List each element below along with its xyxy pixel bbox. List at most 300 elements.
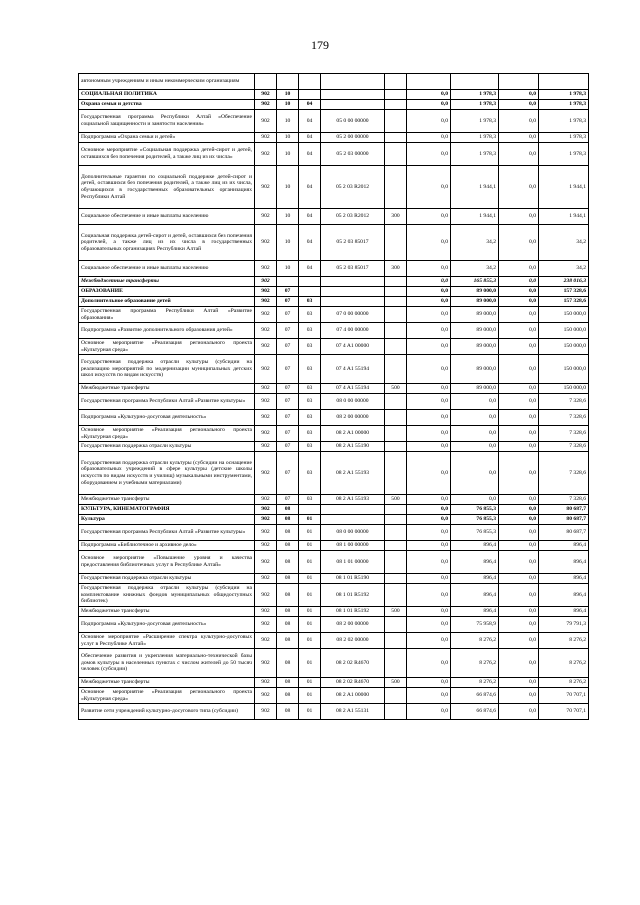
row-value-4: 896,4 xyxy=(539,551,589,574)
table-row xyxy=(79,261,589,277)
row-admin-code: 902 xyxy=(255,617,277,633)
row-target-article: 07 4 A1 00000 xyxy=(321,339,385,355)
row-admin-code: 902 xyxy=(255,551,277,574)
row-value-2: 89 000,0 xyxy=(451,355,499,384)
row-subsection-code: 01 xyxy=(299,633,321,649)
row-admin-code: 902 xyxy=(255,166,277,209)
row-section-code xyxy=(277,277,299,287)
row-value-4: 896,4 xyxy=(539,574,589,584)
row-value-4: 8 276,2 xyxy=(539,633,589,649)
row-name: Подпрограмма «Охрана семьи и детей» xyxy=(79,133,255,143)
row-value-1: 0,0 xyxy=(407,394,451,410)
row-value-2: 76 855,3 xyxy=(451,525,499,541)
table-row xyxy=(79,452,589,495)
row-target-article: 08 2 00 00000 xyxy=(321,410,385,426)
row-subsection-code: 01 xyxy=(299,574,321,584)
row-value-2: 1 978,3 xyxy=(451,143,499,166)
row-value-1: 0,0 xyxy=(407,297,451,307)
row-value-2: 89 000,0 xyxy=(451,287,499,297)
row-value-1: 0,0 xyxy=(407,541,451,551)
row-target-article: 08 0 00 00000 xyxy=(321,525,385,541)
row-section-code: 10 xyxy=(277,133,299,143)
row-value-2: 34,2 xyxy=(451,261,499,277)
row-subsection-code: 01 xyxy=(299,515,321,525)
row-section-code: 08 xyxy=(277,584,299,607)
row-admin-code: 902 xyxy=(255,307,277,323)
row-admin-code: 902 xyxy=(255,323,277,339)
row-value-3: 0,0 xyxy=(499,678,539,688)
row-admin-code: 902 xyxy=(255,384,277,394)
row-subsection-code: 04 xyxy=(299,166,321,209)
row-name: ОБРАЗОВАНИЕ xyxy=(79,287,255,297)
row-admin-code: 902 xyxy=(255,452,277,495)
row-value-1: 0,0 xyxy=(407,495,451,505)
row-name: Подпрограмма «Культурно-досуговая деятельность» xyxy=(79,617,255,633)
row-value-4: 1 978,3 xyxy=(539,143,589,166)
row-value-1: 0,0 xyxy=(407,355,451,384)
row-value-4: 7 328,6 xyxy=(539,394,589,410)
row-name: Дополнительные гарантии по социальной поддержке детей-сирот и детей, оставшихся без попечения родителей, а также лиц из их числа, обучающихся в государственных образовательных организациях Республики Алтай xyxy=(79,166,255,209)
row-value-3: 0,0 xyxy=(499,307,539,323)
row-subsection-code: 03 xyxy=(299,339,321,355)
table-row xyxy=(79,74,589,90)
row-value-2: 76 855,3 xyxy=(451,515,499,525)
row-target-article xyxy=(321,90,385,100)
row-admin-code: 902 xyxy=(255,495,277,505)
row-value-3: 0,0 xyxy=(499,607,539,617)
row-name: Межбюджетные трансферты xyxy=(79,678,255,688)
row-admin-code: 902 xyxy=(255,100,277,110)
row-section-code: 07 xyxy=(277,323,299,339)
row-value-3: 0,0 xyxy=(499,505,539,515)
row-expense-type xyxy=(385,225,407,261)
row-target-article xyxy=(321,277,385,287)
row-value-2: 0,0 xyxy=(451,452,499,495)
row-value-3: 0,0 xyxy=(499,633,539,649)
row-value-4: 238 016,3 xyxy=(539,277,589,287)
row-value-4: 896,4 xyxy=(539,584,589,607)
row-value-4: 1 978,3 xyxy=(539,90,589,100)
row-subsection-code: 03 xyxy=(299,442,321,452)
row-target-article xyxy=(321,515,385,525)
row-value-1: 0,0 xyxy=(407,678,451,688)
row-expense-type: 300 xyxy=(385,261,407,277)
row-section-code: 08 xyxy=(277,704,299,720)
table-row xyxy=(79,688,589,704)
row-section-code: 07 xyxy=(277,287,299,297)
row-value-4: 150 000,0 xyxy=(539,323,589,339)
row-name: Государственная программа Республики Алтай «Развитие образования» xyxy=(79,307,255,323)
table-row xyxy=(79,339,589,355)
row-section-code: 08 xyxy=(277,505,299,515)
table-row xyxy=(79,704,589,720)
row-section-code: 10 xyxy=(277,143,299,166)
row-expense-type xyxy=(385,110,407,133)
row-name: Основное мероприятие «Реализация регионального проекта «Культурная среда» xyxy=(79,426,255,442)
row-value-4: 7 328,6 xyxy=(539,495,589,505)
row-value-2: 1 978,3 xyxy=(451,100,499,110)
row-expense-type xyxy=(385,633,407,649)
row-expense-type xyxy=(385,704,407,720)
table-row xyxy=(79,110,589,133)
row-value-1 xyxy=(407,74,451,90)
table-row xyxy=(79,633,589,649)
table-row xyxy=(79,649,589,678)
table-row xyxy=(79,574,589,584)
row-name: Дополнительное образование детей xyxy=(79,297,255,307)
row-expense-type xyxy=(385,649,407,678)
row-value-1: 0,0 xyxy=(407,100,451,110)
row-section-code: 08 xyxy=(277,678,299,688)
row-value-2: 896,4 xyxy=(451,541,499,551)
table-row xyxy=(79,584,589,607)
row-value-3: 0,0 xyxy=(499,442,539,452)
row-value-1: 0,0 xyxy=(407,307,451,323)
row-target-article: 05 2 00 00000 xyxy=(321,133,385,143)
row-value-3: 0,0 xyxy=(499,649,539,678)
row-value-4: 80 687,7 xyxy=(539,525,589,541)
row-value-3: 0,0 xyxy=(499,261,539,277)
row-section-code: 08 xyxy=(277,551,299,574)
table-row xyxy=(79,607,589,617)
row-value-2: 76 855,3 xyxy=(451,505,499,515)
row-target-article xyxy=(321,505,385,515)
row-section-code: 08 xyxy=(277,574,299,584)
row-expense-type xyxy=(385,541,407,551)
row-admin-code: 902 xyxy=(255,261,277,277)
row-subsection-code: 03 xyxy=(299,410,321,426)
row-value-3: 0,0 xyxy=(499,525,539,541)
row-value-3: 0,0 xyxy=(499,704,539,720)
row-value-1: 0,0 xyxy=(407,688,451,704)
row-value-2: 0,0 xyxy=(451,410,499,426)
row-expense-type xyxy=(385,515,407,525)
table-row xyxy=(79,541,589,551)
row-expense-type xyxy=(385,297,407,307)
row-section-code: 07 xyxy=(277,355,299,384)
row-target-article: 05 0 00 00000 xyxy=(321,110,385,133)
row-value-3: 0,0 xyxy=(499,495,539,505)
row-target-article: 08 2 02 00000 xyxy=(321,633,385,649)
row-expense-type: 500 xyxy=(385,678,407,688)
row-value-1: 0,0 xyxy=(407,704,451,720)
row-value-4: 80 687,7 xyxy=(539,515,589,525)
row-value-1: 0,0 xyxy=(407,133,451,143)
row-value-1: 0,0 xyxy=(407,525,451,541)
row-section-code: 07 xyxy=(277,452,299,495)
row-value-2: 165 855,3 xyxy=(451,277,499,287)
row-value-1: 0,0 xyxy=(407,225,451,261)
row-value-4: 79 791,3 xyxy=(539,617,589,633)
row-value-1: 0,0 xyxy=(407,287,451,297)
table-row xyxy=(79,323,589,339)
row-value-3: 0,0 xyxy=(499,297,539,307)
row-subsection-code: 03 xyxy=(299,297,321,307)
row-name: СОЦИАЛЬНАЯ ПОЛИТИКА xyxy=(79,90,255,100)
table-row xyxy=(79,384,589,394)
row-name: Межбюджетные трансферты xyxy=(79,607,255,617)
row-expense-type: 500 xyxy=(385,607,407,617)
row-section-code xyxy=(277,74,299,90)
table-row xyxy=(79,505,589,515)
table-row xyxy=(79,143,589,166)
row-value-3: 0,0 xyxy=(499,323,539,339)
table-row xyxy=(79,277,589,287)
row-section-code: 07 xyxy=(277,297,299,307)
row-target-article: 08 1 01 R5190 xyxy=(321,574,385,584)
row-value-1: 0,0 xyxy=(407,384,451,394)
row-target-article: 08 1 00 00000 xyxy=(321,541,385,551)
row-value-2: 1 978,3 xyxy=(451,133,499,143)
row-subsection-code: 01 xyxy=(299,525,321,541)
row-value-4: 7 328,6 xyxy=(539,426,589,442)
row-value-1: 0,0 xyxy=(407,607,451,617)
row-name: Социальное обеспечение и иные выплаты населению xyxy=(79,209,255,225)
row-admin-code: 902 xyxy=(255,704,277,720)
row-value-3: 0,0 xyxy=(499,166,539,209)
row-target-article: 08 1 01 00000 xyxy=(321,551,385,574)
row-value-4: 70 707,1 xyxy=(539,688,589,704)
row-value-3: 0,0 xyxy=(499,617,539,633)
row-value-1: 0,0 xyxy=(407,617,451,633)
row-target-article: 08 2 00 00000 xyxy=(321,617,385,633)
row-value-2: 75 958,9 xyxy=(451,617,499,633)
row-subsection-code: 03 xyxy=(299,323,321,339)
row-value-4: 150 000,0 xyxy=(539,307,589,323)
row-subsection-code: 03 xyxy=(299,307,321,323)
row-value-2: 1 978,3 xyxy=(451,90,499,100)
row-name: Государственная поддержка отрасли культуры xyxy=(79,574,255,584)
row-name: Государственная поддержка отрасли культуры (субсидии на реализацию мероприятий по модернизации муниципальных детских школ искусств по видам искусств) xyxy=(79,355,255,384)
row-subsection-code: 04 xyxy=(299,225,321,261)
row-subsection-code xyxy=(299,287,321,297)
row-section-code: 08 xyxy=(277,607,299,617)
row-value-4: 7 328,6 xyxy=(539,410,589,426)
row-name: Социальное обеспечение и иные выплаты населению xyxy=(79,261,255,277)
row-expense-type xyxy=(385,166,407,209)
table-body xyxy=(79,74,589,720)
row-subsection-code: 04 xyxy=(299,261,321,277)
row-target-article: 08 2 A1 00000 xyxy=(321,426,385,442)
row-target-article xyxy=(321,287,385,297)
row-name: автономным учреждениям и иным некоммерческим организациям xyxy=(79,74,255,90)
row-admin-code: 902 xyxy=(255,649,277,678)
row-subsection-code: 01 xyxy=(299,678,321,688)
table-row xyxy=(79,678,589,688)
row-expense-type: 300 xyxy=(385,209,407,225)
row-value-2: 8 276,2 xyxy=(451,633,499,649)
row-admin-code: 902 xyxy=(255,394,277,410)
row-value-4: 34,2 xyxy=(539,261,589,277)
row-section-code: 08 xyxy=(277,688,299,704)
row-subsection-code: 01 xyxy=(299,649,321,678)
row-value-2: 8 276,2 xyxy=(451,678,499,688)
row-expense-type xyxy=(385,143,407,166)
table-row xyxy=(79,355,589,384)
row-value-3: 0,0 xyxy=(499,209,539,225)
row-name: Развитие сети учреждений культурно-досугового типа (субсидии) xyxy=(79,704,255,720)
row-value-3: 0,0 xyxy=(499,551,539,574)
row-section-code: 08 xyxy=(277,541,299,551)
row-expense-type xyxy=(385,394,407,410)
row-value-3: 0,0 xyxy=(499,339,539,355)
row-target-article: 05 2 03 R2012 xyxy=(321,209,385,225)
row-name: Охрана семьи и детства xyxy=(79,100,255,110)
row-admin-code: 902 xyxy=(255,525,277,541)
row-value-2: 66 874,6 xyxy=(451,704,499,720)
row-name: Основное мероприятие «Повышение уровня и качества предоставления библиотечных услуг в Республике Алтай» xyxy=(79,551,255,574)
row-section-code: 10 xyxy=(277,209,299,225)
table-row xyxy=(79,617,589,633)
row-value-1: 0,0 xyxy=(407,410,451,426)
table-row xyxy=(79,297,589,307)
row-section-code: 10 xyxy=(277,166,299,209)
row-name: Государственная поддержка отрасли культуры (субсидии на оснащение образовательных учреждений в сфере культуры (детские школы искусств по видам искусств и училищ) музыкальными инструментами, оборудованием и учебными материалами) xyxy=(79,452,255,495)
row-section-code: 08 xyxy=(277,649,299,678)
row-subsection-code xyxy=(299,74,321,90)
row-section-code: 10 xyxy=(277,225,299,261)
row-value-4: 896,4 xyxy=(539,607,589,617)
row-subsection-code: 03 xyxy=(299,426,321,442)
row-subsection-code: 04 xyxy=(299,143,321,166)
row-admin-code: 902 xyxy=(255,633,277,649)
row-admin-code: 902 xyxy=(255,678,277,688)
row-subsection-code xyxy=(299,277,321,287)
row-value-1: 0,0 xyxy=(407,90,451,100)
row-admin-code: 902 xyxy=(255,110,277,133)
row-section-code: 08 xyxy=(277,633,299,649)
row-admin-code: 902 xyxy=(255,410,277,426)
row-name: Государственная поддержка отрасли культуры xyxy=(79,442,255,452)
row-section-code: 08 xyxy=(277,525,299,541)
row-value-1: 0,0 xyxy=(407,323,451,339)
row-name: Межбюджетные трансферты xyxy=(79,495,255,505)
table-row xyxy=(79,495,589,505)
table-row xyxy=(79,90,589,100)
row-value-3: 0,0 xyxy=(499,394,539,410)
row-name: Основное мероприятие «Расширение спектра культурно-досуговых услуг в Республике Алтай» xyxy=(79,633,255,649)
row-value-1: 0,0 xyxy=(407,426,451,442)
row-value-4: 150 000,0 xyxy=(539,355,589,384)
row-name: Государственная программа Республики Алтай «Обеспечение социальной защищенности и занятости населения» xyxy=(79,110,255,133)
row-value-2: 34,2 xyxy=(451,225,499,261)
row-value-1: 0,0 xyxy=(407,110,451,133)
row-subsection-code: 04 xyxy=(299,133,321,143)
row-expense-type xyxy=(385,339,407,355)
row-value-3: 0,0 xyxy=(499,133,539,143)
row-admin-code: 902 xyxy=(255,133,277,143)
row-admin-code: 902 xyxy=(255,584,277,607)
row-expense-type xyxy=(385,505,407,515)
row-value-1: 0,0 xyxy=(407,143,451,166)
row-admin-code: 902 xyxy=(255,209,277,225)
row-value-3: 0,0 xyxy=(499,574,539,584)
row-section-code: 07 xyxy=(277,410,299,426)
row-value-4: 896,4 xyxy=(539,541,589,551)
row-value-1: 0,0 xyxy=(407,452,451,495)
row-value-4: 8 276,2 xyxy=(539,678,589,688)
table-row xyxy=(79,426,589,442)
row-target-article: 08 0 00 00000 xyxy=(321,394,385,410)
row-subsection-code: 04 xyxy=(299,110,321,133)
row-admin-code: 902 xyxy=(255,355,277,384)
row-expense-type xyxy=(385,355,407,384)
row-value-2: 8 276,2 xyxy=(451,649,499,678)
row-value-3 xyxy=(499,74,539,90)
table-row xyxy=(79,133,589,143)
row-admin-code: 902 xyxy=(255,505,277,515)
row-value-1: 0,0 xyxy=(407,442,451,452)
row-subsection-code: 01 xyxy=(299,617,321,633)
row-value-4: 1 978,3 xyxy=(539,110,589,133)
page-number: 179 xyxy=(311,38,329,52)
row-expense-type xyxy=(385,584,407,607)
row-name: Основное мероприятие «Реализация регионального проекта «Культурная среда» xyxy=(79,688,255,704)
row-value-3: 0,0 xyxy=(499,277,539,287)
row-name: Обеспечение развития и укрепления материально-технической базы домов культуры в населенных пунктах с числом жителей до 50 тысяч человек (субсидии) xyxy=(79,649,255,678)
row-name: КУЛЬТУРА, КИНЕМАТОГРАФИЯ xyxy=(79,505,255,515)
row-name: Культура xyxy=(79,515,255,525)
row-value-4: 8 276,2 xyxy=(539,649,589,678)
row-section-code: 07 xyxy=(277,394,299,410)
row-admin-code: 902 xyxy=(255,90,277,100)
row-value-4: 157 328,6 xyxy=(539,297,589,307)
row-subsection-code: 03 xyxy=(299,452,321,495)
row-name: Подпрограмма «Культурно-досуговая деятельность» xyxy=(79,410,255,426)
row-value-1: 0,0 xyxy=(407,505,451,515)
row-value-2: 896,4 xyxy=(451,607,499,617)
row-value-3: 0,0 xyxy=(499,110,539,133)
row-section-code: 10 xyxy=(277,100,299,110)
table-row xyxy=(79,225,589,261)
row-section-code: 10 xyxy=(277,110,299,133)
row-value-3: 0,0 xyxy=(499,143,539,166)
row-admin-code: 902 xyxy=(255,143,277,166)
row-expense-type xyxy=(385,287,407,297)
row-section-code: 07 xyxy=(277,384,299,394)
row-value-2: 0,0 xyxy=(451,442,499,452)
row-subsection-code: 01 xyxy=(299,607,321,617)
row-expense-type xyxy=(385,277,407,287)
row-admin-code: 902 xyxy=(255,426,277,442)
row-target-article xyxy=(321,297,385,307)
row-value-1: 0,0 xyxy=(407,339,451,355)
row-value-2 xyxy=(451,74,499,90)
row-value-2: 1 944,1 xyxy=(451,209,499,225)
row-value-2: 0,0 xyxy=(451,394,499,410)
row-value-2: 1 978,3 xyxy=(451,110,499,133)
row-value-1: 0,0 xyxy=(407,574,451,584)
row-value-4: 7 328,6 xyxy=(539,452,589,495)
row-expense-type xyxy=(385,617,407,633)
row-value-2: 89 000,0 xyxy=(451,384,499,394)
row-subsection-code: 01 xyxy=(299,584,321,607)
row-target-article: 07 4 A1 55194 xyxy=(321,384,385,394)
row-target-article xyxy=(321,74,385,90)
row-admin-code: 902 xyxy=(255,225,277,261)
row-value-1: 0,0 xyxy=(407,515,451,525)
row-name: Межбюджетные трансферты xyxy=(79,277,255,287)
row-value-2: 89 000,0 xyxy=(451,339,499,355)
row-expense-type xyxy=(385,90,407,100)
row-expense-type xyxy=(385,574,407,584)
row-value-4: 150 000,0 xyxy=(539,339,589,355)
row-value-2: 896,4 xyxy=(451,551,499,574)
row-target-article: 07 0 00 00000 xyxy=(321,307,385,323)
row-expense-type xyxy=(385,426,407,442)
row-admin-code: 902 xyxy=(255,541,277,551)
table-row xyxy=(79,394,589,410)
